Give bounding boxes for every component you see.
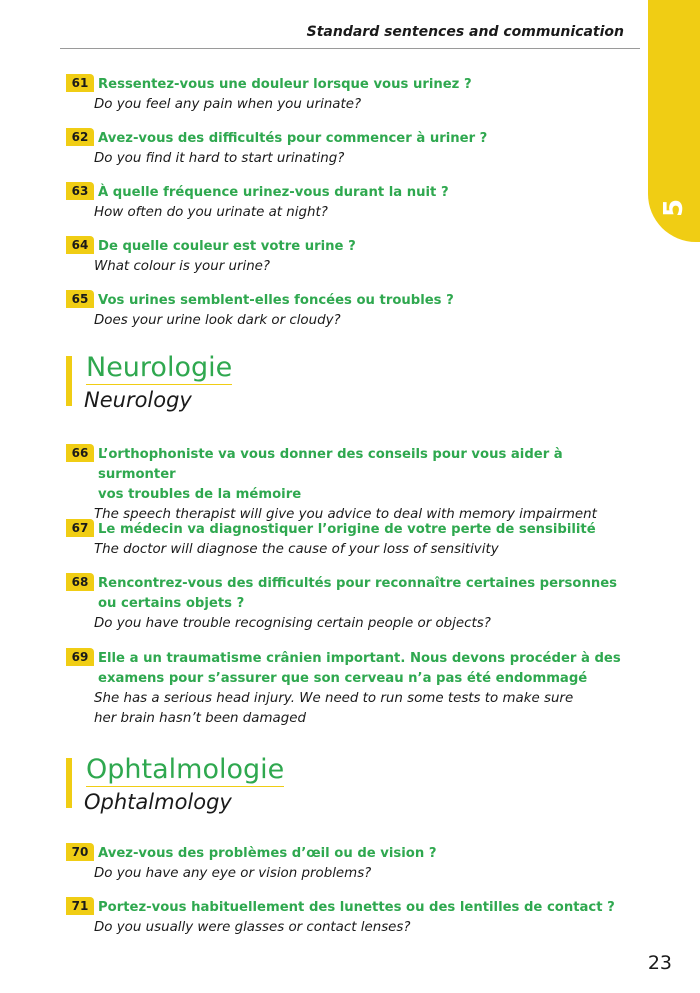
section-marker (66, 758, 72, 808)
phrase-english: Does your urine look dark or cloudy? (94, 313, 341, 328)
phrase-french: Portez-vous habituellement des lunettes ou des lentilles de contact ? (98, 900, 615, 915)
phrase-item-69 (66, 648, 636, 729)
section-title-french: Neurologie (86, 352, 233, 383)
phrase-number: 66 (66, 444, 94, 462)
phrase-french: De quelle couleur est votre urine ? (98, 239, 356, 254)
phrase-number: 63 (66, 182, 94, 200)
phrase-french: Le médecin va diagnostiquer l’origine de votre perte de sensibilité (98, 522, 596, 537)
section-marker (66, 356, 72, 406)
phrase-item-64 (66, 236, 636, 277)
phrase-english: She has a serious head injury. We need to run some tests to make sure her brain hasn’t been damaged (94, 691, 574, 726)
phrase-english: Do you have any eye or vision problems? (94, 866, 372, 881)
running-header: Standard sentences and communication (306, 24, 624, 40)
phrase-english: The doctor will diagnose the cause of your loss of sensitivity (94, 542, 499, 557)
phrase-item-62 (66, 128, 636, 169)
phrase-number: 70 (66, 843, 94, 861)
section-title-english: Neurology (84, 388, 192, 412)
phrase-item-65 (66, 290, 636, 331)
phrase-item-63 (66, 182, 636, 223)
phrase-item-67 (66, 519, 636, 560)
phrase-french: Avez-vous des problèmes d’œil ou de vision ? (98, 846, 437, 861)
phrase-number: 68 (66, 573, 94, 591)
phrase-english: Do you have trouble recognising certain people or objects? (94, 616, 491, 631)
phrase-item-71 (66, 897, 636, 938)
phrase-english: What colour is your urine? (94, 259, 271, 274)
phrase-item-61 (66, 74, 636, 115)
page-number: 23 (647, 952, 672, 974)
phrase-english: Do you feel any pain when you urinate? (94, 97, 362, 112)
phrase-item-66 (66, 444, 636, 525)
phrase-number: 64 (66, 236, 94, 254)
phrase-french: Vos urines semblent-elles foncées ou troubles ? (98, 293, 454, 308)
section-title-french: Ophtalmologie (86, 754, 285, 785)
phrase-number: 71 (66, 897, 94, 915)
phrase-french: À quelle fréquence urinez-vous durant la nuit ? (98, 185, 449, 200)
phrase-english: Do you usually were glasses or contact lenses? (94, 920, 411, 935)
phrase-english: How often do you urinate at night? (94, 205, 328, 220)
header-divider (60, 48, 640, 49)
phrase-number: 67 (66, 519, 94, 537)
phrase-french: Ressentez-vous une douleur lorsque vous urinez ? (98, 77, 472, 92)
phrase-number: 62 (66, 128, 94, 146)
phrase-english: The speech therapist will give you advice to deal with memory impairment (94, 507, 597, 522)
phrase-item-68 (66, 573, 636, 634)
chapter-number: 5 (659, 198, 689, 218)
phrase-french: Avez-vous des difficultés pour commencer à uriner ? (98, 131, 488, 146)
phrase-number: 69 (66, 648, 94, 666)
phrase-number: 61 (66, 74, 94, 92)
section-title-english: Ophtalmology (84, 790, 232, 814)
phrase-french: L’orthophoniste va vous donner des conseils pour vous aider à surmonter vos troubles de la mémoire (98, 447, 563, 502)
phrase-french: Elle a un traumatisme crânien important. Nous devons procéder à des examens pour s’assurer que son cerveau n’a pas été endommagé (98, 651, 621, 686)
phrase-english: Do you find it hard to start urinating? (94, 151, 345, 166)
phrase-number: 65 (66, 290, 94, 308)
phrase-french: Rencontrez-vous des difficultés pour reconnaître certaines personnes ou certains objets ? (98, 576, 618, 611)
phrase-item-70 (66, 843, 636, 884)
